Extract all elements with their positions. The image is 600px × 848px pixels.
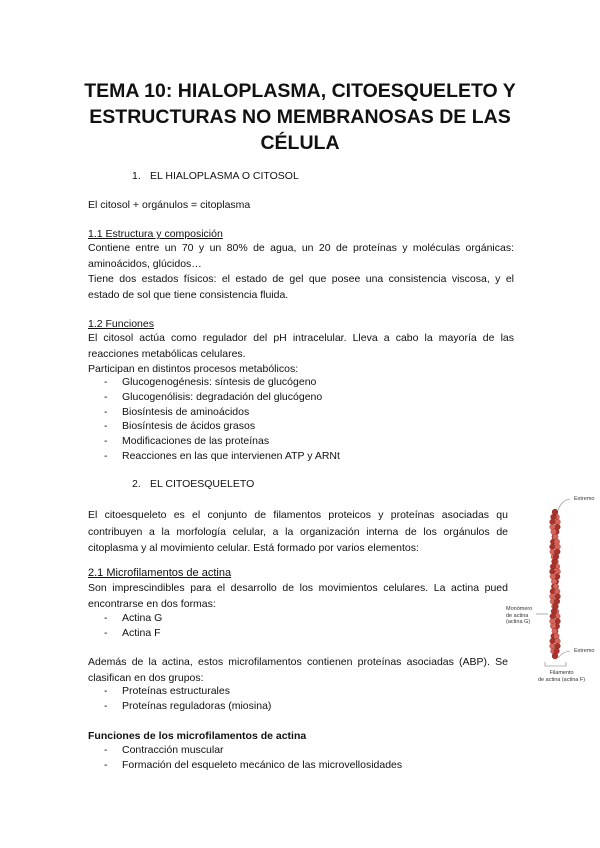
actin-monomer xyxy=(552,653,558,659)
figure-label-filament xyxy=(538,670,585,683)
figure-label-line: (actina G) xyxy=(506,619,531,625)
abp-group-list xyxy=(88,684,271,714)
paragraph-line: Tiene dos estados físicos: el estado de gel que posee una consistencia viscosa, y el xyxy=(88,273,514,285)
filament-bracket xyxy=(545,662,566,666)
functions-list xyxy=(88,743,402,773)
figure-label-monomer xyxy=(506,606,532,626)
subsection-1-2-paragraph xyxy=(88,331,514,378)
list-item: - Proteínas reguladoras (miosina) xyxy=(88,699,271,714)
subsection-2-1-paragraph xyxy=(88,581,508,612)
section-2-paragraph xyxy=(88,507,508,557)
list-item: - Glucogenólisis: degradación del glucógeno xyxy=(88,390,340,405)
paragraph-line: Son imprescindibles para el desarrollo de los movimientos celulares. La actina pued xyxy=(88,582,508,594)
paragraph-line: Contiene entre un 70 y un 80% de agua, un 20 de proteínas y moléculas orgánicas: xyxy=(88,242,514,254)
top-end-leader xyxy=(558,499,570,510)
section-1-number: 1. xyxy=(132,170,141,182)
paragraph-line: contribuyen a la morfología celular, a la organización interna de los orgánulos de xyxy=(88,525,508,538)
paragraph-line: aminoácidos, glúcidos… xyxy=(88,257,202,270)
list-item: - Proteínas estructurales xyxy=(88,684,271,699)
paragraph-line: El citosol actúa como regulador del pH intracelular. Lleva a cabo la mayoría de las xyxy=(88,332,514,344)
paragraph-line: clasifican en dos grupos: xyxy=(88,671,204,684)
list-item: - Glucogenogénesis: síntesis de glucógeno xyxy=(88,375,340,390)
list-item: - Biosíntesis de ácidos grasos xyxy=(88,419,340,434)
actin-monomer xyxy=(550,524,556,530)
list-item: - Contracción muscular xyxy=(88,743,402,758)
paragraph-line: citoplasma y al movimiento celular. Está formado por varios elementos: xyxy=(88,542,419,554)
figure-label-top-end: Extremo xyxy=(574,496,595,502)
paragraph-line: El citoesqueleto es el conjunto de filamentos proteicos y proteínas asociadas qu xyxy=(88,509,508,521)
list-item: - Formación del esqueleto mecánico de las microvellosidades xyxy=(88,758,402,773)
actin-monomer-chain xyxy=(550,509,561,659)
subsection-1-1-paragraph xyxy=(88,241,514,303)
actin-filament-figure xyxy=(502,494,600,696)
title-line-2: ESTRUCTURAS NO MEMBRANOSAS DE LAS xyxy=(89,106,511,128)
figure-label-bottom-end: Extremo xyxy=(574,648,595,654)
figure-label-line: Monómero xyxy=(506,606,533,612)
intro-line: El citosol + orgánulos = citoplasma xyxy=(88,199,251,211)
list-item: - Actina F xyxy=(88,626,162,641)
actin-monomer xyxy=(551,514,557,520)
list-item: - Modificaciones de las proteínas xyxy=(88,434,340,449)
subsection-1-1-heading: 1.1 Estructura y composición xyxy=(88,228,223,240)
list-item: - Biosíntesis de aminoácidos xyxy=(88,405,340,420)
paragraph-line: reacciones metabólicas celulares. xyxy=(88,347,246,360)
list-item: - Actina G xyxy=(88,611,162,626)
actin-filament-drawing xyxy=(502,494,600,696)
functions-heading: Funciones de los microfilamentos de actina xyxy=(88,730,307,742)
title-line-3: CÉLULA xyxy=(260,132,340,154)
actin-monomer xyxy=(553,633,559,639)
paragraph-line: Además de la actina, estos microfilamentos contienen proteínas asociadas (ABP). Se xyxy=(88,656,508,668)
section-2-title: EL CITOESQUELETO xyxy=(150,478,255,490)
actin-forms-list xyxy=(88,611,162,641)
paragraph-line: estado de sol que tiene consistencia fluida. xyxy=(88,288,289,301)
page-title xyxy=(60,78,540,156)
subsection-1-2-heading: 1.2 Funciones xyxy=(88,318,154,330)
figure-label-line: de actina (actina F) xyxy=(538,676,586,683)
actin-monomer xyxy=(554,549,560,555)
title-line-1: TEMA 10: HIALOPLASMA, CITOESQUELETO Y xyxy=(84,80,516,102)
figure-label-line: de actina xyxy=(506,612,529,619)
figure-label-line: Filamento xyxy=(549,670,574,676)
paragraph-line: encontrarse en dos formas: xyxy=(88,597,216,610)
actin-monomer xyxy=(551,608,557,614)
metabolic-process-list xyxy=(88,375,340,464)
actin-monomer xyxy=(555,643,561,649)
subsection-2-1-heading: 2.1 Microfilamentos de actina xyxy=(88,567,232,579)
section-2-number: 2. xyxy=(132,478,141,490)
paragraph-line: Participan en distintos procesos metabólicos: xyxy=(88,363,299,375)
section-1-title: EL HIALOPLASMA O CITOSOL xyxy=(150,170,299,182)
bottom-end-leader xyxy=(558,651,570,658)
list-item: - Reacciones en las que intervienen ATP y ARNt xyxy=(88,449,340,464)
abp-paragraph xyxy=(88,655,508,686)
